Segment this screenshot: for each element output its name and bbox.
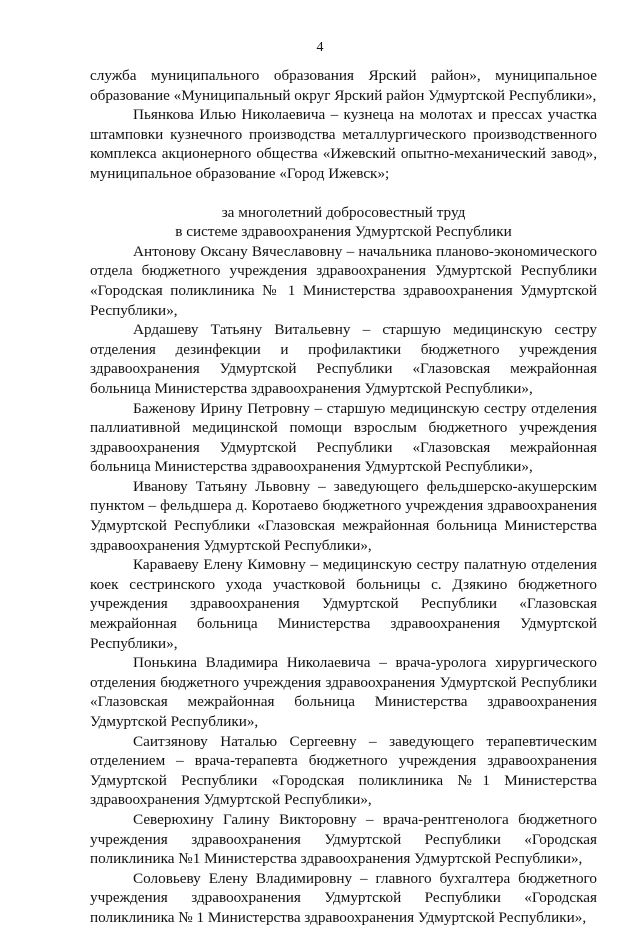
paragraph-award-entry: Караваеву Елену Кимовну – медицинскую сестру палатную отделения коек сестринского ухода участковой больницы с. Дзякино бюджетного учреждения здравоохранения Удмуртской Республики «Глазовская межрайонная больница Министерства здравоохранения Удмуртской Республики», [90,556,597,652]
paragraph-award-entry: Ардашеву Татьяну Витальевну – старшую медицинскую сестру отделения дезинфекции и профилактики бюджетного учреждения здравоохранения Удмуртской Республики «Глазовская межрайонная больница Министерства здравоохранения Удмуртской Республики», [90,321,597,397]
paragraph-award-entry: Соловьеву Елену Владимировну – главного бухгалтера бюджетного учреждения здравоохранения Удмуртской Республики «Городская поликлиника № 1 Министерства здравоохранения Удмуртской Республики», [90,869,597,926]
section-heading-line-2: в системе здравоохранения Удмуртской Республики [175,223,512,241]
paragraph-award-entry: Северюхину Галину Викторовну – врача-рентгенолога бюджетного учреждения здравоохранения Удмуртской Республики «Городская поликлиника №1 Министерства здравоохранения Удмуртской Республики», [90,810,597,868]
paragraph-continuation: служба муниципального образования Ярский район», муниципальное образование «Муниципальный округ Ярский район Удмуртской Республики», [90,67,597,104]
paragraph-award-entry: Иванову Татьяну Львовну – заведующего фельдшерско-акушерским пунктом – фельдшера д. Коротаево бюджетного учреждения здравоохранения Удмуртской Республики «Глазовская межрайонная больница Министерства здравоохранения Удмуртской Республики», [90,477,597,554]
paragraph-award-entry: Баженову Ирину Петровну – старшую медицинскую сестру отделения паллиативной медицинской помощи взрослым бюджетного учреждения здравоохранения Удмуртской Республики «Глазовская межрайонная больница Министерства здравоохранения Удмуртской Республики», [90,399,597,476]
paragraph-award-entry: Саитзянову Наталью Сергеевну – заведующего терапевтическим отделением – врача-терапевта бюджетного учреждения здравоохранения Удмуртской Республики «Городская поликлиника №1 Министерства здравоохранения Удмуртской Республики», [90,732,597,809]
paragraph-award-entry: Антонову Оксану Вячеславовну – начальника планово-экономического отдела бюджетного учреждения здравоохранения Удмуртской Республики «Городская поликлиника № 1 Министерства здравоохранения Удмуртской Республики», [90,242,597,319]
section-heading [90,203,597,242]
paragraph-award-entry: Пьянкова Илью Николаевича – кузнеца на молотах и прессах участка штамповки кузнечного производства металлургического производственного комплекса акционерного общества «Ижевский опытно-механический завод», муниципальное образование «Город Ижевск»; [90,106,597,182]
document-body [90,66,597,928]
paragraph-award-entry: Понькина Владимира Николаевича – врача-уролога хирургического отделения бюджетного учреждения здравоохранения Удмуртской Республики «Глазовская межрайонная больница Министерства здравоохранения Удмуртской Республики», [90,654,597,730]
section-gap [90,184,597,203]
page-number: 4 [316,40,324,55]
section-heading-line-1: за многолетний добросовестный труд [221,203,466,221]
